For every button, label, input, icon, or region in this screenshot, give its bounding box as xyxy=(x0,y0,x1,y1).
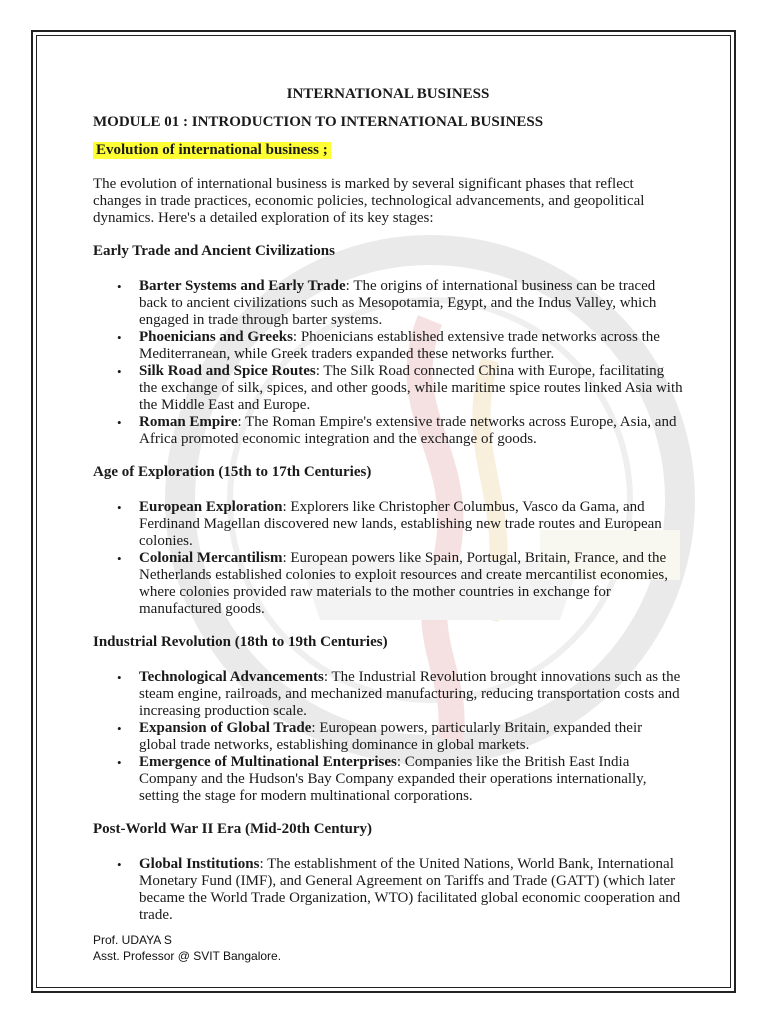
list-item xyxy=(93,856,683,924)
bullet-icon: • xyxy=(117,415,122,430)
list-item-term: Barter Systems and Early Trade xyxy=(139,278,346,294)
bullet-list xyxy=(93,856,683,924)
list-item-text: : Companies like the British East India Company and the Hudson's Bay Company expanded their operations internationally, setting the stage for modern multinational corporations. xyxy=(139,754,647,804)
bullet-icon: • xyxy=(117,755,122,770)
bullet-icon: • xyxy=(117,500,122,515)
list-item xyxy=(93,669,683,720)
bullet-list xyxy=(93,499,683,618)
bullet-icon: • xyxy=(117,721,122,736)
bullet-list xyxy=(93,669,683,805)
list-item xyxy=(93,720,683,754)
document-body xyxy=(93,86,683,940)
list-item-term: Silk Road and Spice Routes xyxy=(139,363,316,379)
bullet-icon: • xyxy=(117,670,122,685)
list-item-text: : European powers, particularly Britain, expanded their global trade networks, establishing dominance in global markets. xyxy=(139,720,643,753)
sections-container xyxy=(93,243,683,924)
list-item-term: Phoenicians and Greeks xyxy=(139,329,293,345)
list-item-text: : The origins of international business can be traced back to ancient civilizations such as Mesopotamia, Egypt, and the Indus Valley, which engaged in trade through barter systems. xyxy=(139,278,657,328)
list-item-text: : Phoenicians established extensive trade networks across the Mediterranean, while Greek traders expanded these networks further. xyxy=(139,329,660,362)
list-item xyxy=(93,329,683,363)
bullet-list xyxy=(93,278,683,448)
list-item xyxy=(93,278,683,329)
module-title: MODULE 01 : INTRODUCTION TO INTERNATIONAL BUSINESS xyxy=(93,114,544,130)
section-heading: Post-World War II Era (Mid-20th Century) xyxy=(93,821,373,837)
bullet-icon: • xyxy=(117,857,122,872)
list-item-text: : The Roman Empire's extensive trade networks across Europe, Asia, and Africa promoted economic integration and the exchange of goods. xyxy=(139,414,677,447)
bullet-icon: • xyxy=(117,364,122,379)
highlighted-heading: Evolution of international business ; xyxy=(93,142,331,159)
list-item-term: Expansion of Global Trade xyxy=(139,720,312,736)
list-item-text: : Explorers like Christopher Columbus, Vasco da Gama, and Ferdinand Magellan discovered new lands, establishing new trade routes and European colonies. xyxy=(139,499,662,549)
list-item-term: Global Institutions xyxy=(139,856,260,872)
bullet-icon: • xyxy=(117,551,122,566)
section-heading: Industrial Revolution (18th to 19th Centuries) xyxy=(93,634,388,650)
list-item xyxy=(93,414,683,448)
list-item-term: European Exploration xyxy=(139,499,283,515)
list-item-text: : The establishment of the United Nations, World Bank, International Monetary Fund (IMF), and General Agreement on Tariffs and Trade (GATT) (which later became the World Trade Organization, WTO) facilitated global economic cooperation and trade. xyxy=(139,856,681,923)
list-item xyxy=(93,363,683,414)
list-item-text: : European powers like Spain, Portugal, Britain, France, and the Netherlands established colonies to exploit resources and create mercantilist economies, where colonies provided raw materials to the mother countries in exchange for manufactured goods. xyxy=(139,550,668,617)
bullet-icon: • xyxy=(117,279,122,294)
list-item-text: : The Industrial Revolution brought innovations such as the steam engine, railroads, and mechanized manufacturing, reducing transportation costs and increasing production scale. xyxy=(139,669,681,719)
intro-paragraph: The evolution of international business is marked by several significant phases that reflect changes in trade practices, economic policies, technological advancements, and geopolitical dynamics. Here's a detailed exploration of its key stages: xyxy=(93,176,645,226)
footer xyxy=(93,932,281,964)
footer-affiliation: Asst. Professor @ SVIT Bangalore. xyxy=(93,949,282,963)
footer-author: Prof. UDAYA S xyxy=(93,933,172,947)
list-item-term: Colonial Mercantilism xyxy=(139,550,283,566)
list-item xyxy=(93,550,683,618)
section-heading: Early Trade and Ancient Civilizations xyxy=(93,243,335,259)
list-item xyxy=(93,754,683,805)
list-item-text: : The Silk Road connected China with Europe, facilitating the exchange of silk, spices, and other goods, while maritime spice routes linked Asia with the Middle East and Europe. xyxy=(139,363,683,413)
list-item-term: Roman Empire xyxy=(139,414,238,430)
bullet-icon: • xyxy=(117,330,122,345)
document-title: INTERNATIONAL BUSINESS xyxy=(286,86,490,102)
section-heading: Age of Exploration (15th to 17th Centuries) xyxy=(93,464,372,480)
list-item-term: Technological Advancements xyxy=(139,669,324,685)
list-item-term: Emergence of Multinational Enterprises xyxy=(139,754,397,770)
list-item xyxy=(93,499,683,550)
